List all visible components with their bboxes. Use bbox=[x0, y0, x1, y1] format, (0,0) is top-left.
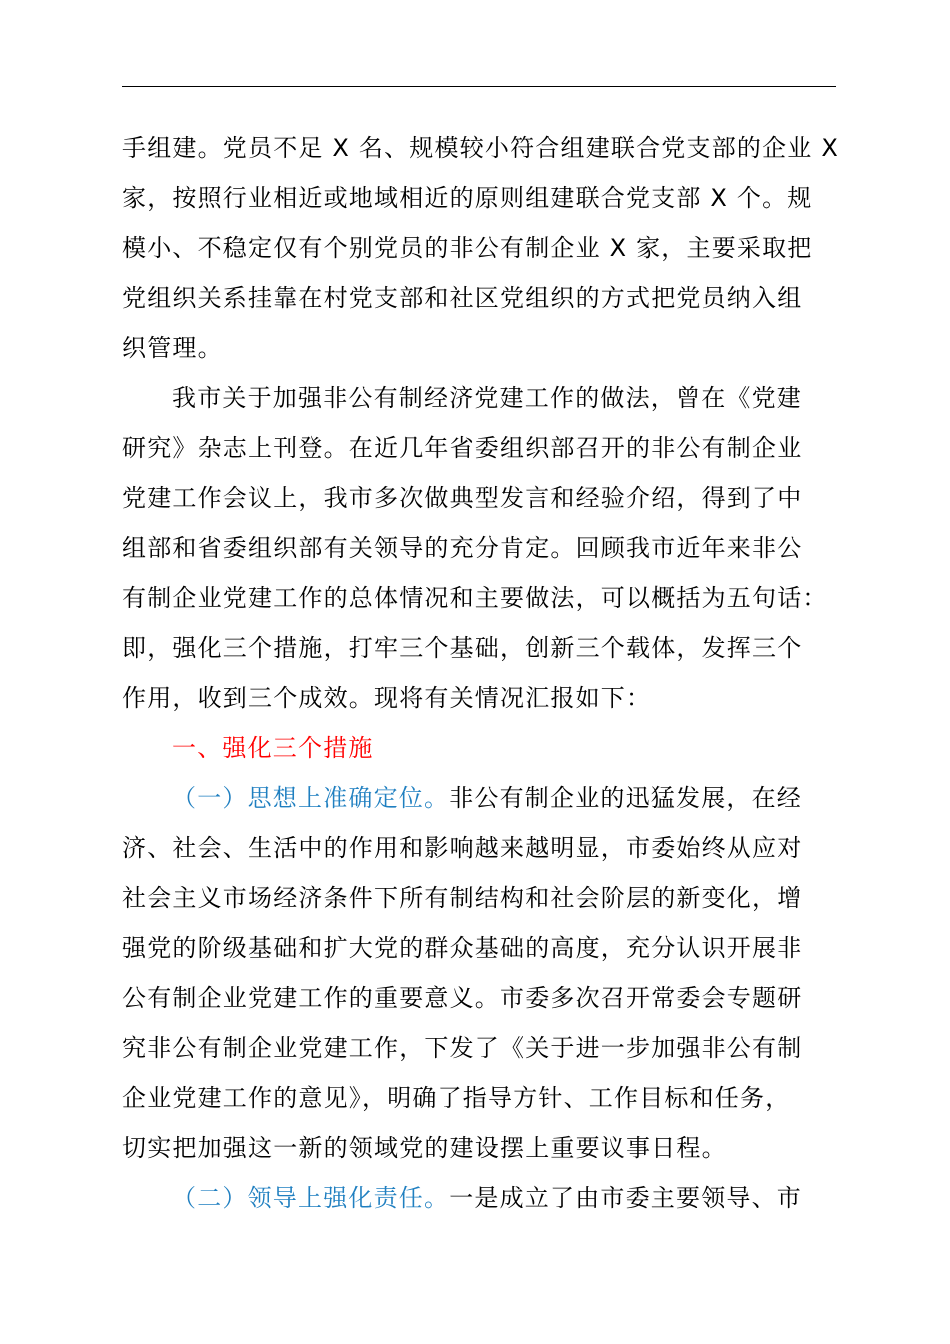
item1-line-8: 切实把加强这一新的领域党的建设摆上重要议事日程。 bbox=[122, 1134, 727, 1162]
section-heading: 一、强化三个措施 bbox=[172, 734, 374, 762]
summary-line-6: 即，强化三个措施，打牢三个基础，创新三个载体，发挥三个 bbox=[122, 634, 803, 662]
summary-line-5: 有制企业党建工作的总体情况和主要做法，可以概括为五句话： bbox=[122, 584, 828, 612]
summary-line-3: 党建工作会议上，我市多次做典型发言和经验介绍，得到了中 bbox=[122, 484, 803, 512]
item2-heading: （二）领导上强化责任。 bbox=[172, 1184, 450, 1212]
intro-line-1: 手组建。党员不足 X 名、规模较小符合组建联合党支部的企业 X bbox=[122, 134, 839, 162]
summary-line-7: 作用，收到三个成效。现将有关情况汇报如下： bbox=[122, 684, 652, 712]
summary-line-1: 我市关于加强非公有制经济党建工作的做法，曾在《党建 bbox=[172, 384, 802, 412]
item1-first-line-text: 非公有制企业的迅猛发展，在经 bbox=[449, 784, 803, 812]
item2-first-line bbox=[172, 1180, 892, 1216]
intro-line-2: 家，按照行业相近或地域相近的原则组建联合党支部 X 个。规 bbox=[122, 184, 813, 212]
intro-line-5: 织管理。 bbox=[122, 334, 223, 362]
header-rule bbox=[122, 86, 836, 87]
summary-line-4: 组部和省委组织部有关领导的充分肯定。回顾我市近年来非公 bbox=[122, 534, 803, 562]
intro-line-3: 模小、不稳定仅有个别党员的非公有制企业 X 家，主要采取把 bbox=[122, 234, 813, 262]
item1-line-5: 公有制企业党建工作的重要意义。市委多次召开常委会专题研 bbox=[122, 984, 803, 1012]
item1-line-6: 究非公有制企业党建工作，下发了《关于进一步加强非公有制 bbox=[122, 1034, 803, 1062]
item2-first-line-text: 一是成立了由市委主要领导、市 bbox=[449, 1184, 803, 1212]
intro-line-4: 党组织关系挂靠在村党支部和社区党组织的方式把党员纳入组 bbox=[122, 284, 803, 312]
item1-line-3: 社会主义市场经济条件下所有制结构和社会阶层的新变化，增 bbox=[122, 884, 803, 912]
item1-line-7: 企业党建工作的意见》，明确了指导方针、工作目标和任务， bbox=[122, 1084, 791, 1112]
item1-first-line bbox=[172, 780, 892, 816]
item1-heading: （一）思想上准确定位。 bbox=[172, 784, 450, 812]
item1-line-2: 济、社会、生活中的作用和影响越来越明显，市委始终从应对 bbox=[122, 834, 803, 862]
summary-line-2: 研究》杂志上刊登。在近几年省委组织部召开的非公有制企业 bbox=[122, 434, 803, 462]
item1-line-4: 强党的阶级基础和扩大党的群众基础的高度，充分认识开展非 bbox=[122, 934, 803, 962]
